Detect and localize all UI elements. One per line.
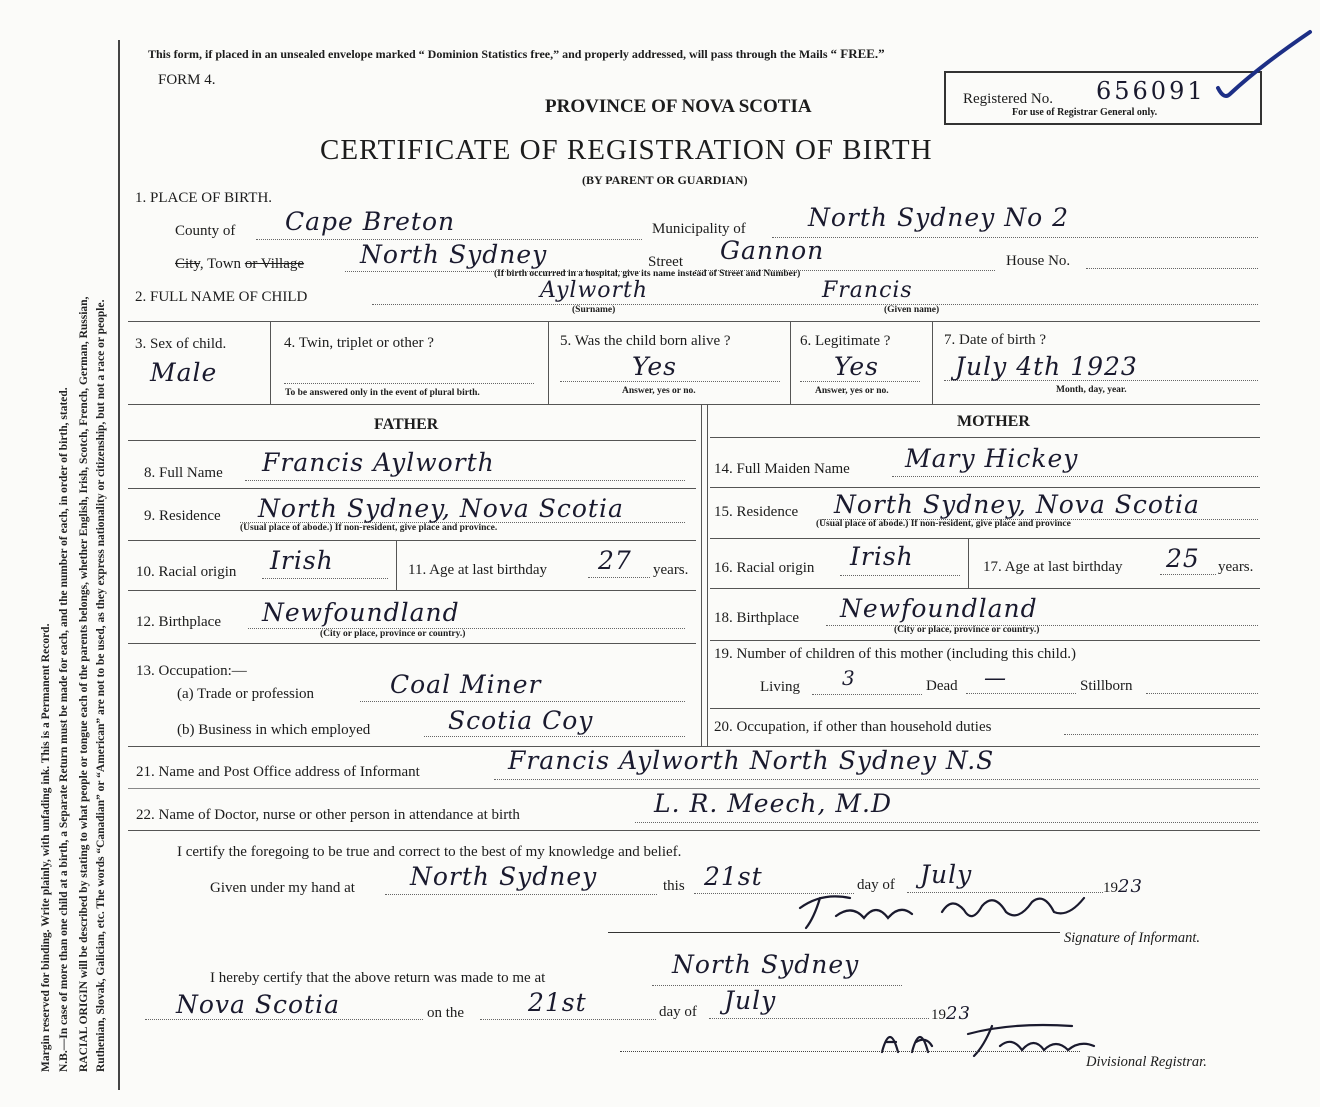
registered-label: Registered No. — [963, 91, 1053, 107]
mother-stillborn-label: Stillborn — [1080, 678, 1133, 694]
certify-month-value: July — [920, 860, 973, 889]
rule-f5 — [128, 643, 696, 644]
mother-dead-line — [966, 693, 1076, 694]
rule-row3-top — [128, 321, 1260, 322]
dob-value: July 4th 1923 — [955, 352, 1138, 381]
father-residence-note: (Usual place of abode.) If non-resident, give place and province. — [240, 523, 498, 533]
sex-label: 3. Sex of child. — [135, 336, 227, 352]
mother-name-line — [892, 476, 1258, 477]
alive-value: Yes — [632, 352, 677, 381]
father-business-line — [424, 736, 685, 737]
alive-note: Answer, yes or no. — [622, 386, 696, 396]
registrar-place-line — [652, 985, 902, 986]
rule-m-age-divider — [968, 538, 969, 588]
mother-occupation-line — [1064, 734, 1258, 735]
rule-m5 — [710, 640, 1260, 641]
mother-stillborn-line — [1146, 693, 1258, 694]
legitimate-note: Answer, yes or no. — [815, 386, 889, 396]
father-heading: FATHER — [374, 416, 439, 433]
child-surname-value: Aylworth — [540, 278, 649, 303]
rule-m1 — [710, 437, 1260, 438]
twin-line — [284, 383, 534, 384]
page-title: CERTIFICATE OF REGISTRATION OF BIRTH — [320, 134, 933, 166]
given-caption: (Given name) — [884, 305, 940, 315]
father-age-value: 27 — [598, 546, 632, 575]
father-racial-label: 10. Racial origin — [136, 564, 237, 580]
father-business-label: (b) Business in which employed — [177, 722, 371, 738]
municipality-label: Municipality of — [652, 221, 746, 237]
street-value: Gannon — [720, 236, 825, 265]
mother-residence-label: 15. Residence — [714, 504, 799, 520]
rule-f-age-divider — [396, 540, 397, 590]
registered-note: For use of Registrar General only. — [1012, 107, 1158, 118]
mother-age-value: 25 — [1166, 544, 1200, 573]
father-years-label: years. — [653, 562, 689, 578]
mother-birthplace-line — [826, 625, 1258, 626]
legitimate-line — [800, 381, 920, 382]
mother-racial-label: 16. Racial origin — [714, 560, 815, 576]
child-given-value: Francis — [822, 278, 913, 303]
father-birthplace-value: Newfoundland — [262, 598, 460, 627]
registrar-dayof-label: day of — [659, 1004, 697, 1020]
alive-label: 5. Was the child born alive ? — [560, 333, 731, 349]
twin-note: To be answered only in the event of plural birth. — [285, 388, 480, 398]
father-birthplace-note: (City or place, province or country.) — [320, 629, 466, 639]
house-line — [1086, 268, 1258, 269]
rule-col-a — [270, 321, 271, 404]
certify-year: 1923 — [1103, 876, 1143, 897]
rule-f2 — [128, 488, 696, 489]
mother-years-label: years. — [1218, 559, 1254, 575]
rule-parents-divider-2 — [707, 404, 708, 746]
child-name-line — [372, 304, 1258, 305]
place-of-birth-heading: 1. PLACE OF BIRTH. — [135, 190, 273, 206]
mother-children-label: 19. Number of children of this mother (including this child.) — [714, 646, 1077, 662]
certify-given-label: Given under my hand at — [210, 880, 355, 896]
mother-residence-value: North Sydney, Nova Scotia — [834, 490, 1200, 519]
town-label: City, Town or Village — [175, 256, 305, 272]
father-residence-value: North Sydney, Nova Scotia — [258, 494, 624, 523]
province-heading: PROVINCE OF NOVA SCOTIA — [545, 96, 812, 117]
registrar-signature-icon — [872, 1016, 1112, 1062]
registrar-day-value: 21st — [528, 988, 587, 1017]
mother-birthplace-value: Newfoundland — [840, 594, 1038, 623]
margin-nb-note: N.B.—In case of more than one child at a birth, a Separate Return must be made for each, and the number of each, in order of birth, stated. — [58, 387, 70, 1072]
county-value: Cape Breton — [285, 207, 456, 236]
father-trade-value: Coal Miner — [390, 670, 542, 699]
father-name-line — [245, 480, 685, 481]
signature-line — [608, 932, 1060, 933]
page-subtitle: (BY PARENT OR GUARDIAN) — [582, 173, 748, 187]
signature-caption: Signature of Informant. — [1064, 930, 1201, 946]
father-name-label: 8. Full Name — [144, 465, 223, 481]
registrar-day-line — [480, 1019, 656, 1020]
twin-label: 4. Twin, triplet or other ? — [284, 335, 434, 351]
certify-this-label: this — [663, 878, 685, 894]
rule-f1 — [128, 440, 696, 441]
legitimate-value: Yes — [834, 352, 879, 381]
registrar-signature-line — [620, 1051, 1080, 1052]
mother-name-value: Mary Hickey — [905, 444, 1079, 473]
registrar-month-value: July — [724, 986, 777, 1015]
certify-statement: I certify the foregoing to be true and correct to the best of my knowledge and belief. — [177, 844, 682, 860]
hospital-note: (If birth occurred in a hospital, give its name instead of Street and Number) — [494, 269, 801, 279]
mother-birthplace-label: 18. Birthplace — [714, 610, 799, 626]
father-occupation-label: 13. Occupation:— — [136, 663, 247, 679]
rule-m3 — [710, 538, 1260, 539]
legitimate-label: 6. Legitimate ? — [800, 333, 891, 349]
county-label: County of — [175, 223, 236, 239]
town-value: North Sydney — [360, 240, 548, 269]
mother-occupation-label: 20. Occupation, if other than household duties — [714, 719, 992, 735]
certify-place-line — [385, 894, 657, 895]
rule-parents-divider — [701, 404, 702, 746]
informant-signature-icon — [792, 888, 1092, 932]
registrar-province-line — [145, 1019, 423, 1020]
surname-caption: (Surname) — [572, 305, 616, 315]
checkmark-icon — [1210, 26, 1320, 106]
certify-place-value: North Sydney — [410, 862, 598, 891]
doctor-label: 22. Name of Doctor, nurse or other person in attendance at birth — [136, 807, 520, 823]
mother-age-line — [1160, 574, 1216, 575]
father-trade-label: (a) Trade or profession — [177, 686, 315, 702]
margin-binding-note: Margin reserved for binding. Write plainly, with unfading ink. This is a Permanent Record. — [40, 623, 52, 1072]
house-label: House No. — [1006, 253, 1071, 269]
doctor-line — [635, 822, 1258, 823]
registrar-caption: Divisional Registrar. — [1086, 1054, 1207, 1070]
father-racial-value: Irish — [270, 546, 334, 575]
margin-racial-note-1: RACIAL ORIGIN will be described by stating to what people or tongue each of the parents belongs, whether English, Irish, Scotch, French, German, Russian, — [78, 296, 90, 1072]
rule-col-b — [548, 321, 549, 404]
father-name-value: Francis Aylworth — [262, 448, 495, 477]
rule-m2 — [710, 487, 1260, 488]
dob-label: 7. Date of birth ? — [944, 332, 1047, 348]
rule-col-c — [790, 321, 791, 404]
mother-age-label: 17. Age at last birthday — [983, 559, 1123, 575]
mother-racial-value: Irish — [850, 542, 914, 571]
rule-m4 — [710, 588, 1260, 589]
child-name-label: 2. FULL NAME OF CHILD — [135, 289, 308, 305]
rule-f4 — [128, 590, 696, 591]
informant-value: Francis Aylworth North Sydney N.S — [508, 746, 995, 775]
father-birthplace-label: 12. Birthplace — [136, 614, 221, 630]
rule-row3-bottom — [128, 404, 1260, 405]
father-birthplace-line — [248, 628, 685, 629]
registrar-year: 1923 — [931, 1003, 971, 1024]
registrar-province-value: Nova Scotia — [176, 990, 341, 1019]
father-trade-line — [360, 701, 685, 702]
rule-22 — [128, 830, 1260, 831]
mother-living-value: 3 — [842, 666, 856, 690]
father-age-line — [588, 577, 650, 578]
mother-dead-value: — — [984, 666, 1007, 691]
mother-living-line — [812, 694, 922, 695]
mail-note: This form, if placed in an unsealed envelope marked “ Dominion Statistics free,” and properly addressed, will pass through the Mails “ FREE.” — [148, 46, 885, 61]
rule-m6 — [710, 708, 1260, 709]
mother-dead-label: Dead — [926, 678, 958, 694]
certify-day-value: 21st — [704, 862, 763, 891]
sex-value: Male — [150, 358, 218, 387]
mother-heading: MOTHER — [957, 413, 1030, 430]
mother-racial-line — [840, 575, 960, 576]
father-residence-label: 9. Residence — [144, 508, 221, 524]
margin-racial-note-2: Ruthenian, Slovak, Galician, etc. The words “Canadian” or “American” are not to be used, as they express nationality or citizenship, but not a race or people. — [95, 299, 107, 1072]
mother-living-label: Living — [760, 679, 800, 695]
registrar-onthe-label: on the — [427, 1005, 465, 1021]
registrar-place-value: North Sydney — [672, 950, 860, 979]
alive-line — [560, 381, 780, 382]
father-age-label: 11. Age at last birthday — [408, 562, 547, 578]
form-number: FORM 4. — [158, 72, 216, 88]
municipality-value: North Sydney No 2 — [808, 203, 1069, 232]
mother-birthplace-note: (City or place, province or country.) — [894, 625, 1040, 635]
rule-col-d — [932, 321, 933, 404]
father-racial-line — [262, 578, 388, 579]
informant-line — [494, 779, 1258, 780]
rule-f3 — [128, 540, 696, 541]
municipality-line — [772, 237, 1258, 238]
father-business-value: Scotia Coy — [448, 706, 594, 735]
mother-name-label: 14. Full Maiden Name — [714, 461, 850, 477]
doctor-value: L. R. Meech, M.D — [654, 789, 892, 818]
street-label: Street — [648, 254, 683, 270]
binding-rule — [118, 40, 120, 1090]
registrar-statement: I hereby certify that the above return was made to me at — [210, 970, 546, 986]
mother-residence-note: (Usual place of abode.) If non-resident, give place and province — [816, 519, 1071, 529]
informant-label: 21. Name and Post Office address of Informant — [136, 764, 420, 780]
registered-number: 656091 — [1096, 77, 1206, 105]
dob-note: Month, day, year. — [1056, 385, 1127, 395]
certify-dayof-label: day of — [857, 877, 895, 893]
